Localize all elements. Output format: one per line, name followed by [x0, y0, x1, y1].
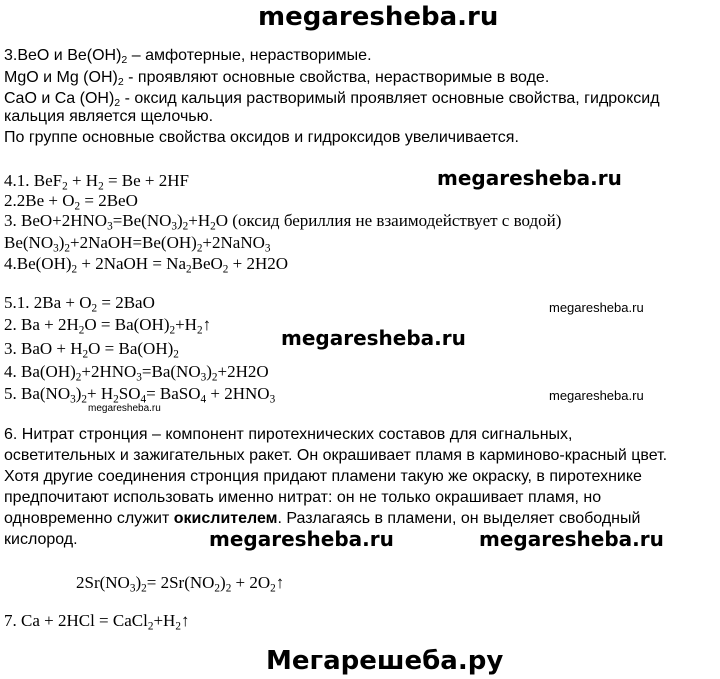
watermark-mid-2: megaresheba.ru: [281, 326, 466, 350]
q5-line-3: 3. BaO + $H_2O = Ba(OH)_2$: [4, 339, 179, 361]
q6-line-3: Хотя другие соединения стронция придают пламени такую же окраску, в пиротехнике: [4, 468, 642, 485]
q5-line-4: 4. $Ba(OH)_2+2HNO_3=Ba(NO_3)_2+2H2O$: [4, 362, 269, 384]
q6-line-5: одновременно служит окислителем. Разлагаясь в пламени, он выделяет свободный: [4, 510, 641, 527]
q5-line-5: 5. $Ba(NO_3)_2+ H_2SO_4=$ BaSO$_4$ + $2HNO_3$: [4, 384, 276, 406]
q3-line-1: 3.BeO и $Be(OH)_2$ – амфотерные, нерастворимые.: [4, 47, 372, 67]
watermark-footer: Мегарешеба.ру: [266, 646, 504, 676]
q3-line-3: CaO и Ca $(OH)_2$ - оксид кальция растворимый проявляет основные свойства, гидроксид: [4, 90, 660, 110]
q4-line-3: 3. $BeO+2HNO_3=Be(NO_3)_2+H_2O$ (оксид бериллия не взаимодействует с водой): [4, 211, 562, 233]
q6-line-6: кислород.: [4, 531, 78, 548]
q6-line-1: 6. Нитрат стронция – компонент пиротехнических составов для сигнальных,: [4, 426, 573, 443]
q4-line-2: $2.2Be + O_2 = 2BeO$: [4, 191, 138, 213]
watermark-small-1: megaresheba.ru: [549, 300, 644, 315]
watermark-mid-1: megaresheba.ru: [437, 166, 622, 190]
q5-line-1: 5.1. $2Ba + O_2 = 2BaO$: [4, 293, 155, 315]
q6-line-4: предпочитают использовать именно нитрат: он не только окрашивает пламя, но: [4, 489, 602, 506]
q3-line-2: MgO и Mg $(OH)_2$ - проявляют основные свойства, нерастворимые в воде.: [4, 69, 550, 89]
q7-line: 7. $Ca + 2HCl = CaCl_2+H_2↑$: [4, 611, 190, 633]
watermark-tiny: megaresheba.ru: [88, 403, 161, 414]
watermark-top: megaresheba.ru: [258, 2, 499, 32]
q6-line-2: осветительных и зажигательных ракет. Он окрашивает пламя в карминово-красный цвет.: [4, 447, 668, 464]
q4-line-5: $4.Be(OH)_2$ + 2NaOH = $Na_2BeO_2 + 2H2O$: [4, 254, 289, 276]
q4-line-1: 4.1. $BeF_2 + H_2 = Be + 2HF$: [4, 171, 189, 193]
q5-line-2: 2. $Ba + 2H_2O$ = $Ba(OH)_2+H_2↑$: [4, 315, 212, 337]
q6-equation: $2Sr(NO_3)_2= 2Sr(NO_2)_2$ + $2O_2↑$: [76, 573, 285, 595]
watermark-mid-4: megaresheba.ru: [479, 527, 664, 551]
q3-line-5: По группе основные свойства оксидов и гидроксидов увеличивается.: [4, 129, 519, 146]
q4-line-4: $Be(NO_3)_2+2NaOH=Be(OH)_2+2NaNO_3$: [4, 233, 271, 255]
watermark-mid-3: megaresheba.ru: [209, 527, 394, 551]
q3-line-4: кальция является щелочью.: [4, 108, 214, 125]
watermark-small-2: megaresheba.ru: [549, 388, 644, 403]
keyword-oxidizer: окислителем: [173, 510, 278, 527]
